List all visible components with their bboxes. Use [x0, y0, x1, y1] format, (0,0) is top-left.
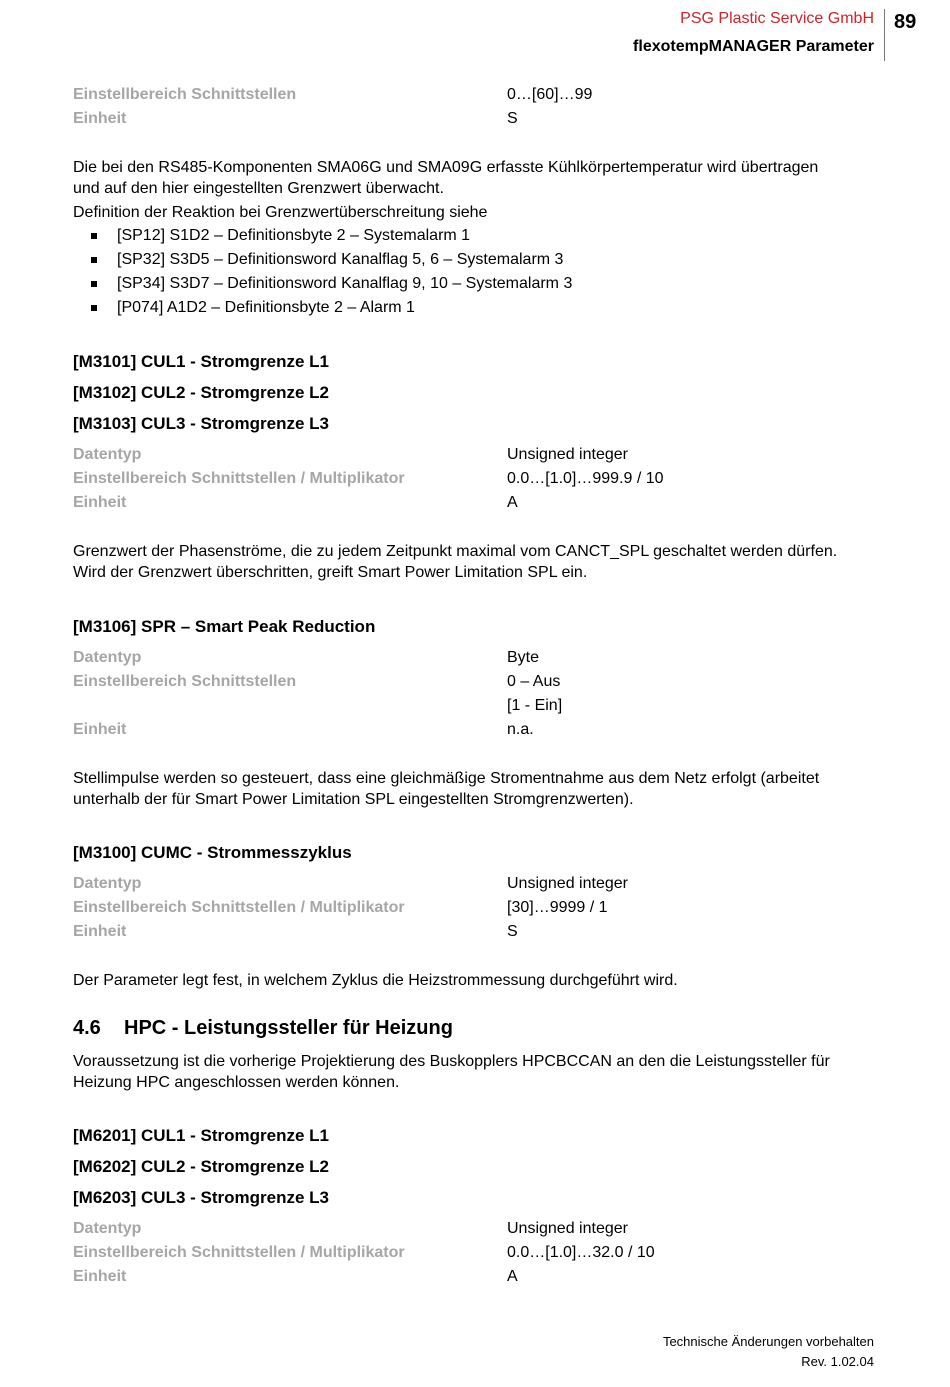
list-item-text: [SP34] S3D7 – Definitionsword Kanalflag 9, 10 – Systemalarm 3: [117, 275, 573, 292]
section-title: HPC - Leistungssteller für Heizung: [124, 1017, 453, 1039]
bullet-marker: [91, 305, 97, 311]
param-label: Datentyp: [73, 875, 142, 892]
paragraph: Voraussetzung ist die vorherige Projektierung des Buskopplers HPCBCCAN an den die Leistungssteller für: [73, 1053, 830, 1070]
paragraph: Wird der Grenzwert überschritten, greift Smart Power Limitation SPL ein.: [73, 564, 588, 581]
list-item: [89, 248, 572, 272]
list-item: [89, 272, 572, 296]
section-heading: [73, 1015, 453, 1041]
param-row: [73, 1266, 873, 1288]
header-divider: [884, 9, 885, 61]
param-value: 0.0…[1.0]…32.0 / 10: [507, 1244, 655, 1261]
param-row: [73, 719, 873, 741]
paragraph: Grenzwert der Phasenströme, die zu jedem Zeitpunkt maximal vom CANCT_SPL geschaltet werden dürfen.: [73, 543, 838, 560]
parameter-heading: [M3102] CUL2 - Stromgrenze L2: [73, 383, 329, 402]
param-row: [73, 1218, 873, 1240]
param-label: Einheit: [73, 721, 127, 738]
param-label: Datentyp: [73, 446, 142, 463]
param-value: S: [507, 110, 518, 127]
param-value: A: [507, 1268, 518, 1285]
param-row: [73, 1242, 873, 1264]
param-row: [73, 921, 873, 943]
param-label: Datentyp: [73, 1220, 142, 1237]
page-number: 89: [894, 11, 917, 33]
param-label: Einheit: [73, 1268, 127, 1285]
param-label: Datentyp: [73, 649, 142, 666]
param-value: 0 – Aus: [507, 673, 561, 690]
parameter-heading: [M6203] CUL3 - Stromgrenze L3: [73, 1188, 329, 1207]
param-row: [73, 84, 873, 106]
parameter-heading: [M6201] CUL1 - Stromgrenze L1: [73, 1126, 329, 1145]
param-value: n.a.: [507, 721, 534, 738]
paragraph: Die bei den RS485-Komponenten SMA06G und SMA09G erfasste Kühlkörpertemperatur wird übertragen: [73, 159, 819, 176]
section-number: 4.6: [73, 1017, 101, 1039]
param-row: [73, 647, 873, 669]
document-title: flexotempMANAGER Parameter: [633, 38, 874, 55]
reference-list: [89, 224, 572, 320]
param-value: A: [507, 494, 518, 511]
paragraph: Der Parameter legt fest, in welchem Zyklus die Heizstrommessung durchgeführt wird.: [73, 972, 678, 989]
param-value: [1 - Ein]: [507, 697, 563, 714]
param-row: [73, 468, 873, 490]
footer-disclaimer: Technische Änderungen vorbehalten: [662, 1334, 874, 1349]
bullet-marker: [91, 233, 97, 239]
paragraph: unterhalb der für Smart Power Limitation SPL eingestellten Stromgrenzwerten).: [73, 791, 634, 808]
param-label: Einstellbereich Schnittstellen / Multiplikator: [73, 899, 405, 916]
param-label: Einheit: [73, 494, 127, 511]
param-label: Einheit: [73, 110, 127, 127]
parameter-heading: [M6202] CUL2 - Stromgrenze L2: [73, 1157, 329, 1176]
param-row: [73, 897, 873, 919]
company-name: PSG Plastic Service GmbH: [680, 10, 874, 27]
param-value: 0.0…[1.0]…999.9 / 10: [507, 470, 664, 487]
parameter-heading: [M3100] CUMC - Strommesszyklus: [73, 843, 352, 862]
param-label: Einstellbereich Schnittstellen: [73, 86, 297, 103]
list-item-text: [SP12] S1D2 – Definitionsbyte 2 – Systemalarm 1: [117, 227, 471, 244]
param-row: [73, 444, 873, 466]
param-value: S: [507, 923, 518, 940]
bullet-marker: [91, 257, 97, 263]
param-row: [73, 695, 873, 717]
list-item-text: [SP32] S3D5 – Definitionsword Kanalflag 5, 6 – Systemalarm 3: [117, 251, 564, 268]
paragraph: und auf den hier eingestellten Grenzwert überwacht.: [73, 180, 444, 197]
param-label: Einstellbereich Schnittstellen / Multiplikator: [73, 470, 405, 487]
param-row: [73, 492, 873, 514]
parameter-heading: [M3101] CUL1 - Stromgrenze L1: [73, 352, 329, 371]
param-label: Einstellbereich Schnittstellen: [73, 673, 297, 690]
list-item-text: [P074] A1D2 – Definitionsbyte 2 – Alarm 1: [117, 299, 415, 316]
bullet-marker: [91, 281, 97, 287]
param-value: Byte: [507, 649, 540, 666]
param-value: 0…[60]…99: [507, 86, 593, 103]
footer-revision: Rev. 1.02.04: [801, 1354, 874, 1369]
list-item: [89, 224, 572, 248]
param-value: [30]…9999 / 1: [507, 899, 608, 916]
param-value: Unsigned integer: [507, 1220, 628, 1237]
param-row: [73, 108, 873, 130]
paragraph: Stellimpulse werden so gesteuert, dass eine gleichmäßige Stromentnahme aus dem Netz erfolgt (arbeitet: [73, 770, 820, 787]
list-item: [89, 296, 572, 320]
paragraph: Definition der Reaktion bei Grenzwertüberschreitung siehe: [73, 204, 488, 221]
param-value: Unsigned integer: [507, 875, 628, 892]
param-row: [73, 873, 873, 895]
paragraph: Heizung HPC angeschlossen werden können.: [73, 1074, 400, 1091]
param-label: Einstellbereich Schnittstellen / Multiplikator: [73, 1244, 405, 1261]
param-label: Einheit: [73, 923, 127, 940]
param-value: Unsigned integer: [507, 446, 628, 463]
param-row: [73, 671, 873, 693]
parameter-heading: [M3106] SPR – Smart Peak Reduction: [73, 617, 376, 636]
parameter-heading: [M3103] CUL3 - Stromgrenze L3: [73, 414, 329, 433]
